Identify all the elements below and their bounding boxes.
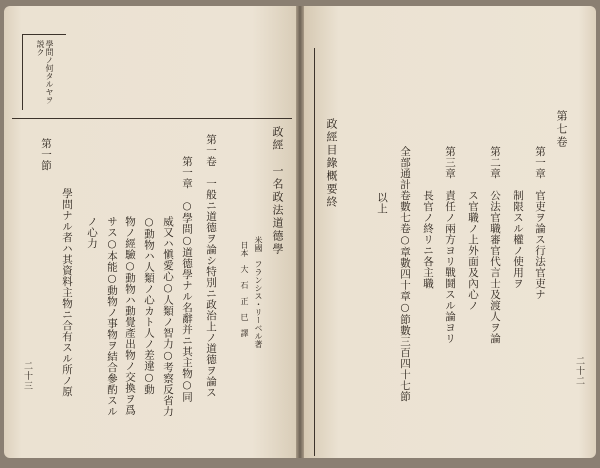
text-column: 物ノ經驗○動物ハ動覺產出物ノ交換ヲ爲 [124,216,136,416]
page-number-right: 二十二 [574,356,584,386]
toc-chapter-3: 第三章 責任ノ兩方ヨリ戰鬪スル論ヨリ [444,146,456,344]
chapter-heading: 第一章 ○學問○道德學ナル名辭并ニ其主物○同 [181,156,193,403]
text-column: ノ心力 [86,216,98,249]
text-column: ○動物ハ人類ノ心カト人ノ差違○動 [143,216,155,395]
translator-line: 日本 大 石 正 巳 譯 [240,241,249,337]
toc-total: 全部通計卷數七卷○章數四十章○節數三百四十七節 [399,146,411,402]
right-page [304,6,596,458]
toc-chapter-2: 第二章 公法官職審官代言士及渡人ヲ論 [489,146,501,344]
toc-chapter-1: 第一章 官吏ヲ論ス行法官吏ナ [534,146,546,300]
volume-heading: 第一卷 一般ニ道德ヲ論シ特別ニ政治上ノ道德ヲ論ス [205,134,217,398]
book-gutter [296,6,304,458]
toc-line: ス官職ノ上外面及內心ノ [467,146,479,311]
toc-volume-heading: 第七卷 [555,110,568,149]
text-column: 威又ハ愼愛心○人類ノ智力○考察反省力 [162,216,174,417]
toc-line: 長官ノ終リニ各主職 [422,146,434,289]
section-label: 第一節 [40,138,52,171]
page-number-left: 二十三 [22,361,32,391]
text-column: 學問ナル者ハ其資料主物ニ合有スル所ノ原 [61,188,73,397]
toc-end-title: 政經目錄概要終 [325,118,338,209]
text-column: サス○本能○動物ノ事物ヲ結合參酌スル [106,216,118,417]
book-title: 政經 一名政法道德學 [271,126,284,256]
running-head: 學問ノ何タルヤヲ説ク [36,40,54,104]
toc-line: 以上 [376,192,388,214]
left-page [4,6,296,458]
author-line: 米國 フランシス・リーベル著 [254,236,263,348]
toc-line: 制限スル權ノ使用ヲ [512,146,524,289]
